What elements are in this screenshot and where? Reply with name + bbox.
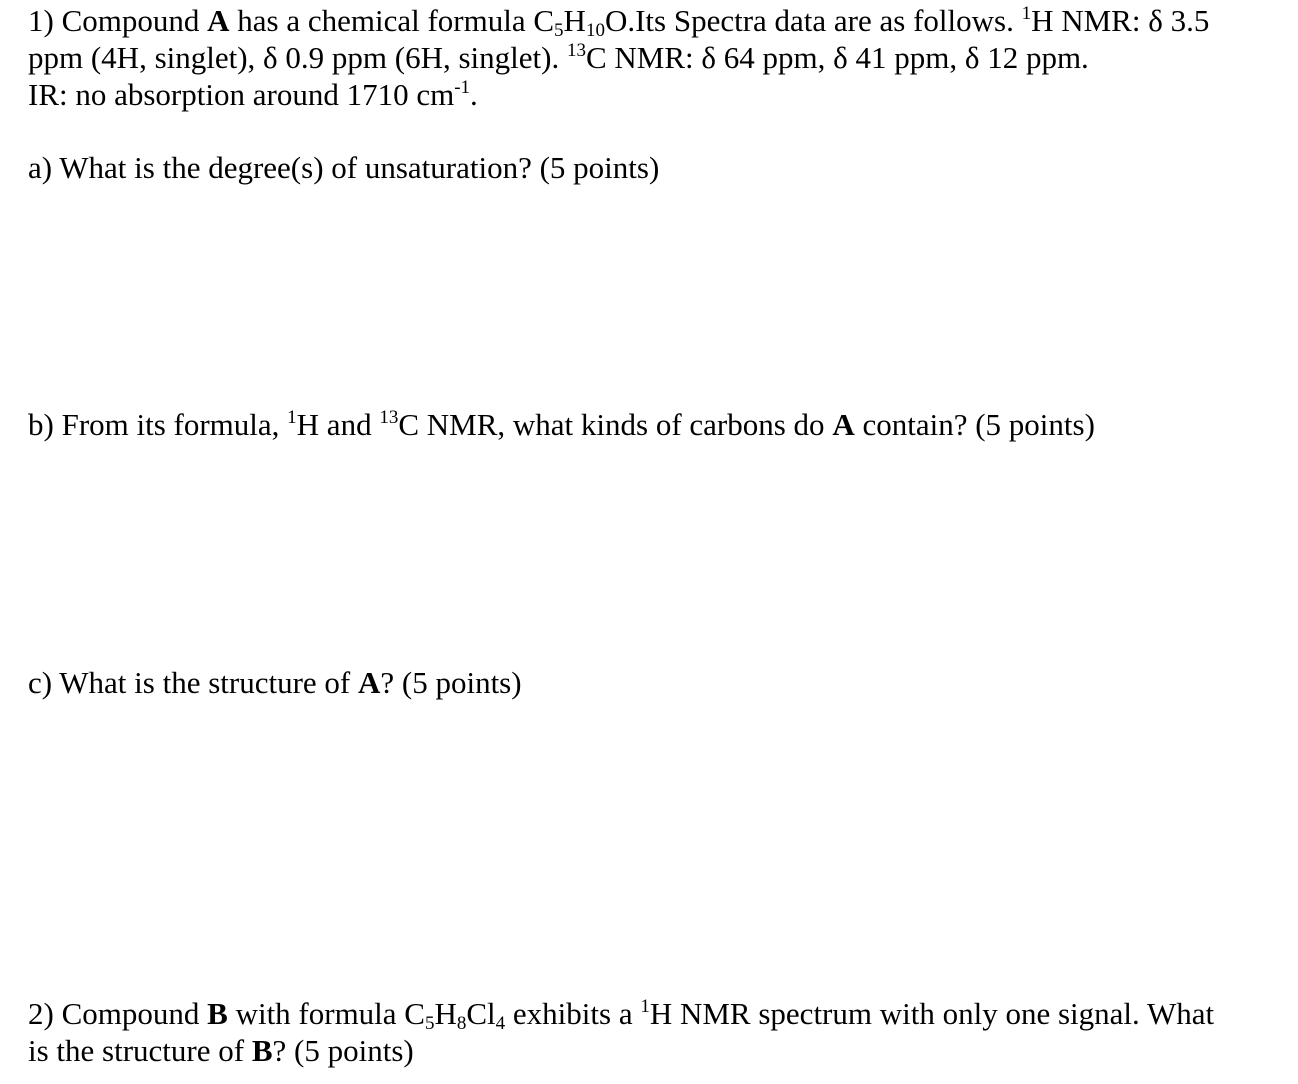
compound-a-label: A	[207, 3, 230, 38]
compound-b-label: B	[207, 996, 228, 1031]
question-1b: b) From its formula, $^1$H and $^{13}$C NMR, what kinds of carbons do A contain? (5 points)	[28, 407, 1095, 442]
compound-a-label: A	[357, 665, 381, 700]
compound-b-label: B	[251, 1033, 273, 1068]
question-2	[28, 995, 1214, 1069]
question-2-line-1: 2) Compound B with formula $C_5H_8Cl_4$ exhibits a $^1$H NMR spectrum with only one signal. What	[28, 996, 1215, 1034]
compound-a-label: A	[832, 407, 855, 442]
question-1a: a) What is the degree(s) of unsaturation? (5 points)	[28, 150, 660, 185]
question-1c: c) What is the structure of A? (5 points)	[28, 665, 522, 700]
question-2-line-2: is the structure of B? (5 points)	[28, 1033, 414, 1068]
question-1-intro	[28, 2, 1209, 113]
question-1-line-2: ppm (4H, singlet), δ 0.9 ppm (6H, singlet). $^{13}$C NMR: δ 64 ppm, δ 41 ppm, δ 12 ppm.	[28, 40, 1089, 75]
question-1-line-1: 1) Compound A has a chemical formula $C_5H_{10}O.Its$ Spectra data are as follows. $^1$H NMR: δ 3.5	[28, 3, 1210, 41]
question-1-line-3: IR: no absorption around 1710 $cm^{-1}$.	[28, 77, 478, 112]
